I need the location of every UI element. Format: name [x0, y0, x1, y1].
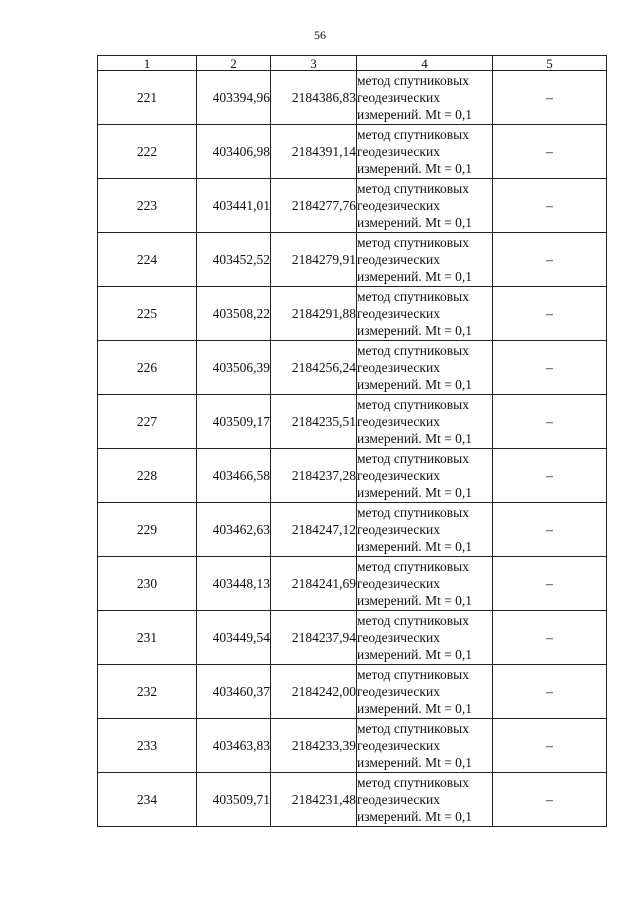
x-coordinate-cell: 403462,63: [197, 503, 271, 557]
table-row: [98, 665, 607, 719]
method-cell: метод спутниковых геодезических измерений. Mt = 0,1: [357, 611, 493, 665]
y-coordinate-cell: 2184233,39: [271, 719, 357, 773]
note-cell: –: [493, 233, 607, 287]
table-row: [98, 179, 607, 233]
coordinates-table: [97, 55, 607, 827]
x-coordinate-cell: 403449,54: [197, 611, 271, 665]
point-number-cell: 222: [98, 125, 197, 179]
table-row: [98, 557, 607, 611]
y-coordinate-cell: 2184235,51: [271, 395, 357, 449]
table-row: [98, 773, 607, 827]
table-row: [98, 341, 607, 395]
x-coordinate-cell: 403460,37: [197, 665, 271, 719]
x-coordinate-cell: 403394,96: [197, 71, 271, 125]
y-coordinate-cell: 2184391,14: [271, 125, 357, 179]
table-row: [98, 233, 607, 287]
point-number-cell: 225: [98, 287, 197, 341]
note-cell: –: [493, 287, 607, 341]
page-number: 56: [314, 28, 326, 42]
y-coordinate-cell: 2184277,76: [271, 179, 357, 233]
point-number-cell: 224: [98, 233, 197, 287]
point-number-cell: 233: [98, 719, 197, 773]
method-cell: метод спутниковых геодезических измерений. Mt = 0,1: [357, 719, 493, 773]
method-cell: метод спутниковых геодезических измерений. Mt = 0,1: [357, 773, 493, 827]
x-coordinate-cell: 403506,39: [197, 341, 271, 395]
x-coordinate-cell: 403508,22: [197, 287, 271, 341]
note-cell: –: [493, 773, 607, 827]
table-row: [98, 125, 607, 179]
y-coordinate-cell: 2184256,24: [271, 341, 357, 395]
table-row: [98, 71, 607, 125]
y-coordinate-cell: 2184291,88: [271, 287, 357, 341]
y-coordinate-cell: 2184231,48: [271, 773, 357, 827]
x-coordinate-cell: 403406,98: [197, 125, 271, 179]
table-header: [98, 56, 607, 71]
method-cell: метод спутниковых геодезических измерений. Mt = 0,1: [357, 449, 493, 503]
point-number-cell: 226: [98, 341, 197, 395]
x-coordinate-cell: 403441,01: [197, 179, 271, 233]
point-number-cell: 221: [98, 71, 197, 125]
method-cell: метод спутниковых геодезических измерений. Mt = 0,1: [357, 341, 493, 395]
x-coordinate-cell: 403448,13: [197, 557, 271, 611]
method-cell: метод спутниковых геодезических измерений. Mt = 0,1: [357, 233, 493, 287]
x-coordinate-cell: 403452,52: [197, 233, 271, 287]
table-row: [98, 611, 607, 665]
table-body: [98, 71, 607, 827]
note-cell: –: [493, 611, 607, 665]
point-number-cell: 234: [98, 773, 197, 827]
table-row: [98, 287, 607, 341]
header-row: [98, 56, 607, 71]
x-coordinate-cell: 403466,58: [197, 449, 271, 503]
note-cell: –: [493, 179, 607, 233]
y-coordinate-cell: 2184247,12: [271, 503, 357, 557]
y-coordinate-cell: 2184242,00: [271, 665, 357, 719]
y-coordinate-cell: 2184237,94: [271, 611, 357, 665]
column-header-1: 1: [98, 56, 197, 71]
point-number-cell: 223: [98, 179, 197, 233]
y-coordinate-cell: 2184237,28: [271, 449, 357, 503]
point-number-cell: 230: [98, 557, 197, 611]
note-cell: –: [493, 341, 607, 395]
point-number-cell: 227: [98, 395, 197, 449]
note-cell: –: [493, 395, 607, 449]
method-cell: метод спутниковых геодезических измерений. Mt = 0,1: [357, 665, 493, 719]
table-row: [98, 395, 607, 449]
note-cell: –: [493, 71, 607, 125]
note-cell: –: [493, 665, 607, 719]
x-coordinate-cell: 403463,83: [197, 719, 271, 773]
method-cell: метод спутниковых геодезических измерений. Mt = 0,1: [357, 557, 493, 611]
note-cell: –: [493, 557, 607, 611]
note-cell: –: [493, 125, 607, 179]
y-coordinate-cell: 2184279,91: [271, 233, 357, 287]
method-cell: метод спутниковых геодезических измерений. Mt = 0,1: [357, 179, 493, 233]
method-cell: метод спутниковых геодезических измерений. Mt = 0,1: [357, 287, 493, 341]
point-number-cell: 231: [98, 611, 197, 665]
note-cell: –: [493, 719, 607, 773]
y-coordinate-cell: 2184386,83: [271, 71, 357, 125]
y-coordinate-cell: 2184241,69: [271, 557, 357, 611]
method-cell: метод спутниковых геодезических измерений. Mt = 0,1: [357, 503, 493, 557]
note-cell: –: [493, 449, 607, 503]
point-number-cell: 229: [98, 503, 197, 557]
column-header-5: 5: [493, 56, 607, 71]
column-header-4: 4: [357, 56, 493, 71]
x-coordinate-cell: 403509,17: [197, 395, 271, 449]
point-number-cell: 228: [98, 449, 197, 503]
note-cell: –: [493, 503, 607, 557]
method-cell: метод спутниковых геодезических измерений. Mt = 0,1: [357, 71, 493, 125]
x-coordinate-cell: 403509,71: [197, 773, 271, 827]
method-cell: метод спутниковых геодезических измерений. Mt = 0,1: [357, 125, 493, 179]
table-row: [98, 719, 607, 773]
table-row: [98, 449, 607, 503]
point-number-cell: 232: [98, 665, 197, 719]
method-cell: метод спутниковых геодезических измерений. Mt = 0,1: [357, 395, 493, 449]
column-header-2: 2: [197, 56, 271, 71]
column-header-3: 3: [271, 56, 357, 71]
table-row: [98, 503, 607, 557]
